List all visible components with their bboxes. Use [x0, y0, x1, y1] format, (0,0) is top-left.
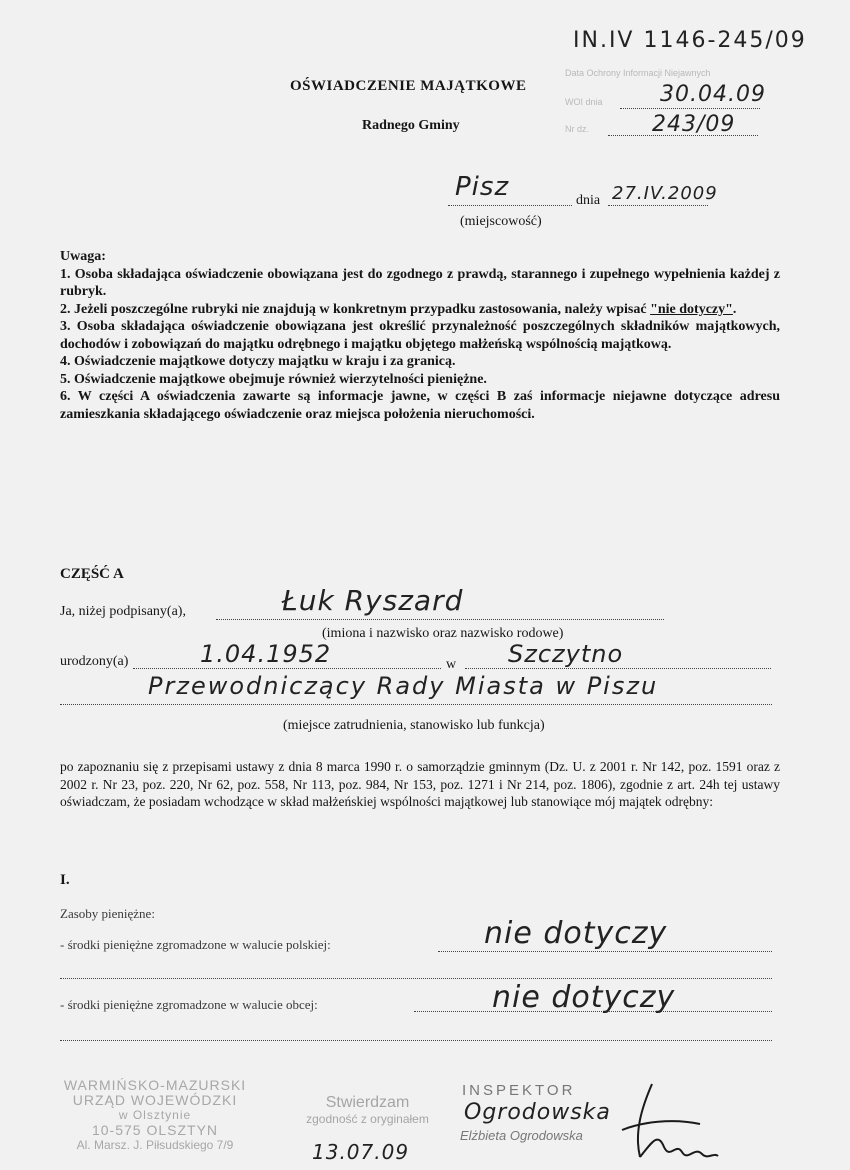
fx-line-2: [60, 1040, 772, 1041]
inspector-name: Elżbieta Ogrodowska: [460, 1128, 583, 1143]
document-title: OŚWIADCZENIE MAJĄTKOWE: [290, 78, 527, 94]
legal-paragraph: po zapoznaniu się z przepisami ustawy z dnia 8 marca 1990 r. o samorządzie gminnym (Dz. U. z 2001 r. Nr 142, poz. 1591 oraz z 2002 r. Nr 23, poz. 220, Nr 62, poz. 558, Nr 113, poz. 984, Nr 153, poz. 1271 i Nr 214, poz. 1806), zgodnie z art. 24h tej ustawy oświadczam, że posiadam wchodzące w skład małżeńskiej wspólności majątkowej lub stanowiące mój majątek odrębny:: [60, 759, 780, 809]
section-i-roman: I.: [60, 872, 70, 888]
born-place-line: [465, 668, 771, 669]
signed-value: Łuk Ryszard: [282, 584, 464, 617]
signed-line: [216, 619, 664, 620]
note-quoted-value: "nie dotyczy": [650, 301, 733, 317]
born-date: 1.04.1952: [200, 640, 332, 668]
inspector-handwritten: Ogrodowska: [464, 1100, 611, 1125]
inspector-signature: [612, 1072, 722, 1167]
registration-number: IN.IV 1146-245/09: [573, 28, 807, 53]
document-subtitle: Radnego Gminy: [362, 118, 460, 133]
pln-value: nie dotyczy: [484, 916, 668, 951]
fx-value: nie dotyczy: [492, 980, 676, 1015]
name-caption: (imiona i nazwisko oraz nazwisko rodowe): [322, 626, 564, 641]
notes-block: [60, 248, 780, 423]
note-item-6: 6. W części A oświadczenia zawarte są informacje jawne, w części B zaś informacje niejawne dotyczące adresu zamieszkania składającego oświadczenie oraz miejsca położenia nieruchomości.: [60, 389, 780, 422]
born-in-label: w: [446, 657, 457, 672]
pln-line-2: [60, 978, 772, 979]
born-date-line: [133, 668, 441, 669]
pln-line-1: [438, 951, 772, 952]
employment-caption: (miejsce zatrudnienia, stanowisko lub funkcja): [283, 718, 545, 733]
place-value: Pisz: [455, 172, 510, 202]
certify-stamp: Stwierdzam zgodność z oryginałem: [306, 1094, 429, 1126]
born-place: Szczytno: [508, 640, 624, 668]
certify-date: 13.07.09: [312, 1140, 410, 1164]
signed-label: Ja, niżej podpisany(a),: [60, 604, 186, 619]
place-caption: (miejscowość): [460, 214, 542, 229]
employment-line: [60, 704, 772, 705]
received-date: 30.04.09: [660, 82, 766, 107]
date-label: dnia: [576, 193, 601, 208]
born-label: urodzony(a): [60, 654, 129, 669]
date-line: [608, 205, 708, 206]
note-item-2: 2. Jeżeli poszczególne rubryki nie znajdują w konkretnym przypadku zastosowania, należy wpisać "nie dotyczy".: [60, 301, 737, 317]
part-a-heading: CZĘŚĆ A: [60, 566, 124, 582]
stamp-line-2: WOI dnia: [565, 97, 603, 107]
stamp-line-3: Nr dz.: [565, 124, 590, 134]
received-date-line: [620, 108, 760, 109]
date-value: 27.IV.2009: [612, 183, 718, 204]
received-number: 243/09: [652, 112, 736, 137]
note-item-1: 1. Osoba składająca oświadczenie obowiązana jest do zgodnego z prawdą, starannego i zupełnego wypełnienia każdej z rubryk.: [60, 266, 780, 299]
notes-heading: Uwaga:: [60, 249, 106, 264]
office-stamp: WARMIŃSKO-MAZURSKI URZĄD WOJEWÓDZKI w Olsztynie 10-575 OLSZTYN Al. Marsz. J. Piłsudskiego 7/9: [63, 1077, 247, 1152]
pln-label: - środki pieniężne zgromadzone w walucie polskiej:: [60, 937, 331, 952]
note-item-4: 4. Oświadczenie majątkowe dotyczy majątku w kraju i za granicą.: [60, 354, 456, 369]
place-line: [448, 205, 572, 206]
note-item-5: 5. Oświadczenie majątkowe obejmuje również wierzytelności pieniężne.: [60, 371, 487, 387]
note-item-3: 3. Osoba składająca oświadczenie obowiązana jest określić przynależność poszczególnych składników majątkowych, dochodów i zobowiązań do majątku odrębnego i majątku objętego małżeńską wspólnością majątkową.: [60, 319, 780, 352]
section-i-heading: Zasoby pieniężne:: [60, 906, 155, 921]
employment-value: Przewodniczący Rady Miasta w Piszu: [148, 672, 659, 700]
stamp-line-1: Data Ochrony Informacji Niejawnych: [565, 68, 711, 78]
inspector-title: INSPEKTOR: [462, 1082, 576, 1099]
fx-label: - środki pieniężne zgromadzone w walucie obcej:: [60, 997, 318, 1012]
